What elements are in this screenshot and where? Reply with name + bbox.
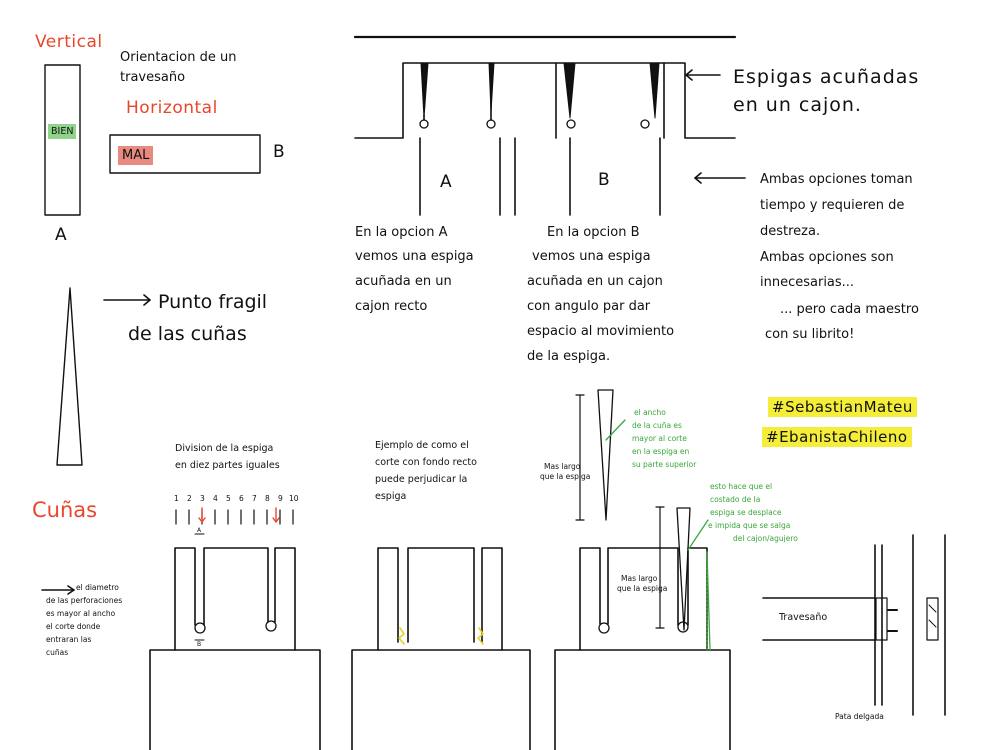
arrow-espigas	[686, 70, 720, 80]
label-orientacion-1: Orientacion de un	[120, 50, 237, 65]
arrow-diametro	[42, 586, 74, 594]
ambas-line: ... pero cada maestro	[780, 302, 919, 317]
ejemplo-line: corte con fondo recto	[375, 457, 477, 468]
hashtag-ebanista: #EbanistaChileno	[762, 427, 912, 447]
label-orientacion-2: travesaño	[120, 70, 186, 85]
pata-travesano	[763, 535, 945, 715]
ejemplo-line: Ejemplo de como el	[375, 440, 469, 451]
ambas-line: tiempo y requieren de	[760, 198, 905, 213]
opcion-a-line: vemos una espiga	[355, 249, 474, 264]
opcion-a-line: En la opcion A	[355, 225, 448, 240]
label-vertical: Vertical	[35, 32, 103, 52]
cajon-diagram-3	[555, 507, 730, 750]
ancho-line: mayor al corte	[632, 434, 687, 443]
vertical-rail	[45, 65, 80, 215]
opcion-a-line: acuñada en un	[355, 274, 452, 289]
diametro-line: el corte donde	[46, 622, 101, 631]
esto-line: espiga se desplace	[710, 508, 782, 517]
label-cunas: Cuñas	[32, 498, 98, 522]
ruler-number: 10	[289, 494, 299, 503]
mas-largo-line: Mas largo	[621, 574, 658, 583]
opcion-b-line: En la opcion B	[547, 225, 640, 240]
opcion-a-line: cajon recto	[355, 299, 428, 314]
ruler-number: 9	[278, 494, 283, 503]
ambas-line: con su librito!	[765, 327, 855, 342]
ambas-line: destreza.	[760, 224, 821, 239]
ancho-line: su parte superior	[632, 460, 697, 469]
hashtag-sebastian: #SebastianMateu	[768, 397, 917, 417]
label-espigas-2: en un cajon.	[733, 94, 862, 116]
opcion-b-line: con angulo par dar	[527, 299, 651, 314]
label-horizontal: Horizontal	[126, 98, 218, 118]
diametro-line: cuñas	[46, 648, 69, 657]
label-bien: BIEN	[48, 124, 76, 139]
opcion-b-line: acuñada en un cajon	[527, 274, 663, 289]
ruler-number: 3	[200, 494, 205, 503]
diametro-line: el diametro	[76, 583, 119, 592]
ruler-number: 2	[187, 494, 192, 503]
ambas-line: Ambas opciones son	[760, 250, 894, 265]
label-punto-fragil-1: Punto fragil	[158, 291, 268, 313]
cajon-diagram-top	[355, 37, 735, 215]
diametro-line: entraran las	[46, 635, 92, 644]
ruler-number: 8	[265, 494, 270, 503]
dim-b-label: B	[197, 641, 202, 648]
label-punto-fragil-2: de las cuñas	[128, 323, 247, 345]
label-division-1: Division de la espiga	[175, 443, 274, 454]
dim-a-label: A	[197, 527, 202, 534]
ancho-line: de la cuña es	[632, 421, 682, 430]
label-a-small: A	[55, 225, 68, 245]
ancho-line: el ancho	[634, 408, 666, 417]
diametro-line: es mayor al ancho	[46, 609, 116, 618]
mas-largo-line: que la espiga	[617, 584, 668, 593]
label-b-small: B	[273, 142, 286, 162]
esto-line: esto hace que el	[710, 482, 773, 491]
ancho-line: en la espiga en	[632, 447, 690, 456]
diametro-line: de las perforaciones	[46, 596, 123, 605]
label-a-big: A	[440, 172, 453, 192]
label-b-big: B	[598, 170, 611, 190]
mas-largo-line: que la espiga	[540, 472, 591, 481]
opcion-b-line: de la espiga.	[527, 349, 611, 364]
label-espigas-1: Espigas acuñadas	[733, 66, 920, 88]
ambas-line: innecesarias...	[760, 275, 855, 290]
label-travesano: Travesaño	[779, 612, 828, 623]
opcion-b-line: vemos una espiga	[532, 249, 651, 264]
arrow-ambas	[695, 173, 745, 183]
esto-line: e impida que se salga	[708, 521, 791, 530]
ejemplo-line: puede perjudicar la	[375, 474, 468, 485]
ambas-line: Ambas opciones toman	[760, 172, 913, 187]
ejemplo-line: espiga	[375, 491, 407, 502]
mas-largo-line: Mas largo	[544, 462, 581, 471]
ruler-number: 6	[239, 494, 244, 503]
label-pata-delgada: Pata delgada	[835, 712, 884, 721]
arrow-punto-fragil	[104, 295, 150, 305]
ruler-number: 4	[213, 494, 218, 503]
opcion-b-line: espacio al movimiento	[527, 324, 675, 339]
wedge-tall	[576, 390, 613, 520]
cajon-diagram-2	[352, 548, 530, 750]
wedge-large	[57, 288, 82, 465]
label-division-2: en diez partes iguales	[175, 460, 280, 471]
ruler-number: 5	[226, 494, 231, 503]
cajon-diagram-1	[150, 534, 320, 750]
crack-sparks	[399, 628, 483, 644]
label-mal: MAL	[118, 146, 153, 165]
esto-line: costado de la	[710, 495, 761, 504]
esto-line: del cajon/agujero	[733, 534, 798, 543]
ruler-number: 1	[174, 494, 179, 503]
ruler-number: 7	[252, 494, 257, 503]
